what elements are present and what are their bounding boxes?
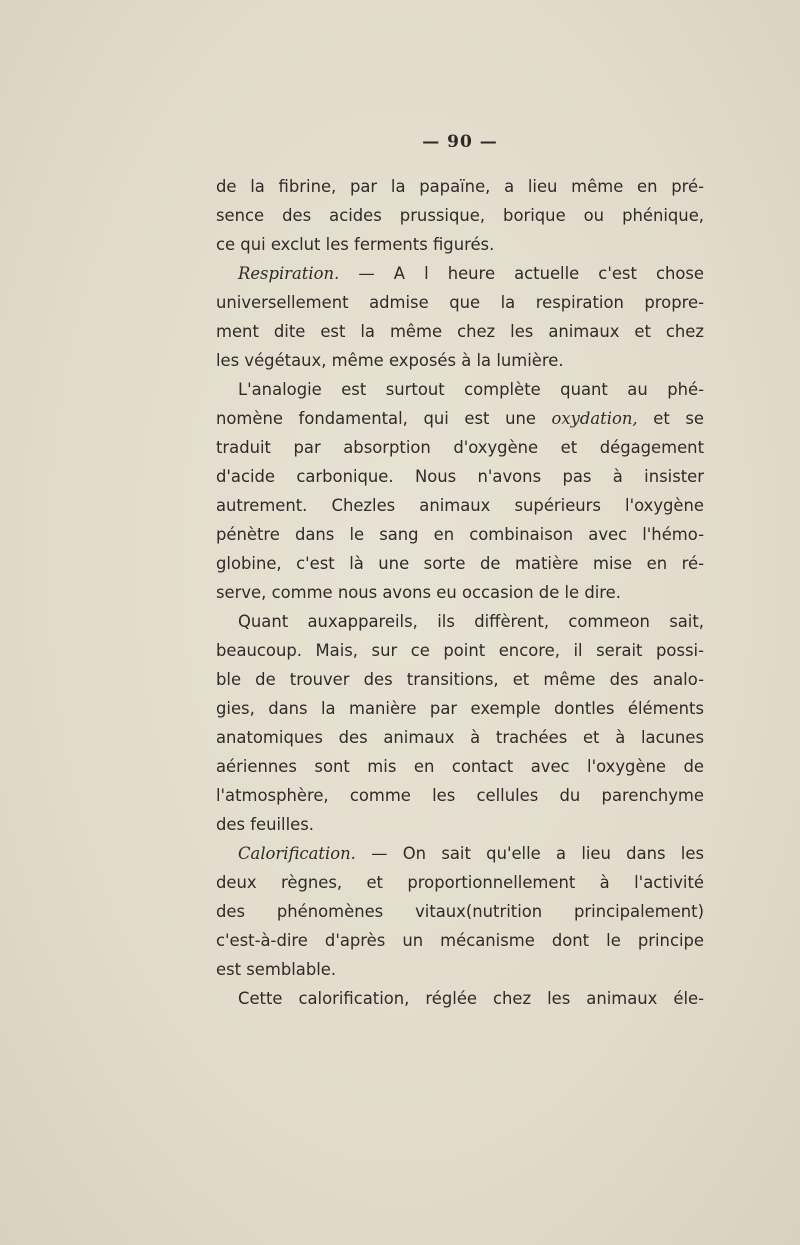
text-span: beaucoup. Mais, sur ce point encore, il serait possi- (216, 641, 704, 660)
text-line (216, 607, 704, 636)
text-span: aériennes sont mis en contact avec l'oxygène de (216, 757, 704, 776)
text-span: d'acide carbonique. Nous n'avons pas à insister (216, 467, 704, 486)
page-number: — 90 — (422, 132, 498, 152)
italic-heading: Calorification. (238, 844, 356, 863)
text-span: nomène fondamental, qui est une (216, 409, 552, 428)
text-span: de la fibrine, par la papaïne, a lieu même en pré- (216, 177, 704, 196)
text-line (216, 926, 704, 955)
text-span: anatomiques des animaux à trachées et à lacunes (216, 728, 704, 747)
text-span: Quant auxappareils, ils diffèrent, commeon sait, (238, 612, 704, 631)
text-span: Cette calorification, réglée chez les animaux éle- (238, 989, 704, 1008)
text-line (216, 810, 704, 839)
text-line (216, 317, 704, 346)
text-span: ment dite est la même chez les animaux et chez (216, 322, 704, 341)
text-span: universellement admise que la respiration propre- (216, 293, 704, 312)
text-span: des phénomènes vitaux(nutrition principalement) (216, 902, 704, 921)
text-span: — On sait qu'elle a lieu dans les (355, 844, 704, 863)
text-line (216, 955, 704, 984)
text-line (216, 578, 704, 607)
text-span: pénètre dans le sang en combinaison avec l'hémo- (216, 525, 704, 544)
text-span: traduit par absorption d'oxygène et dégagement (216, 438, 704, 457)
text-line (216, 839, 704, 868)
text-span: ble de trouver des transitions, et même des analo- (216, 670, 704, 689)
text-line (216, 781, 704, 810)
text-span: sence des acides prussique, borique ou phénique, (216, 206, 704, 225)
text-line (216, 346, 704, 375)
text-span: et se (637, 409, 704, 428)
text-span: l'atmosphère, comme les cellules du parenchyme (216, 786, 704, 805)
text-span: autrement. Chezles animaux supérieurs l'oxygène (216, 496, 704, 515)
text-span: les végétaux, même exposés à la lumière. (216, 351, 564, 370)
text-line (216, 549, 704, 578)
italic-heading: Respiration. (238, 264, 340, 283)
text-line (216, 288, 704, 317)
text-span: c'est-à-dire d'après un mécanisme dont le principe (216, 931, 704, 950)
text-span: des feuilles. (216, 815, 314, 834)
body-text (216, 172, 704, 1013)
text-line (216, 752, 704, 781)
text-line (216, 404, 704, 433)
text-line (216, 201, 704, 230)
text-line (216, 230, 704, 259)
text-line (216, 868, 704, 897)
text-span: deux règnes, et proportionnellement à l'activité (216, 873, 704, 892)
text-span: — A l heure actuelle c'est chose (339, 264, 704, 283)
text-span: L'analogie est surtout complète quant au phé- (238, 380, 704, 399)
text-line (216, 433, 704, 462)
text-span: est semblable. (216, 960, 337, 979)
text-span: globine, c'est là une sorte de matière mise en ré- (216, 554, 704, 573)
text-line (216, 984, 704, 1013)
text-line (216, 520, 704, 549)
text-span: serve, comme nous avons eu occasion de le dire. (216, 583, 621, 602)
text-line (216, 259, 704, 288)
text-line (216, 172, 704, 201)
text-line (216, 694, 704, 723)
text-line (216, 636, 704, 665)
text-span: ce qui exclut les ferments figurés. (216, 235, 495, 254)
text-span: gies, dans la manière par exemple dontles éléments (216, 699, 704, 718)
italic-term: oxydation, (551, 409, 638, 428)
text-line (216, 897, 704, 926)
text-line (216, 665, 704, 694)
text-line (216, 723, 704, 752)
text-line (216, 462, 704, 491)
text-line (216, 491, 704, 520)
text-line (216, 375, 704, 404)
